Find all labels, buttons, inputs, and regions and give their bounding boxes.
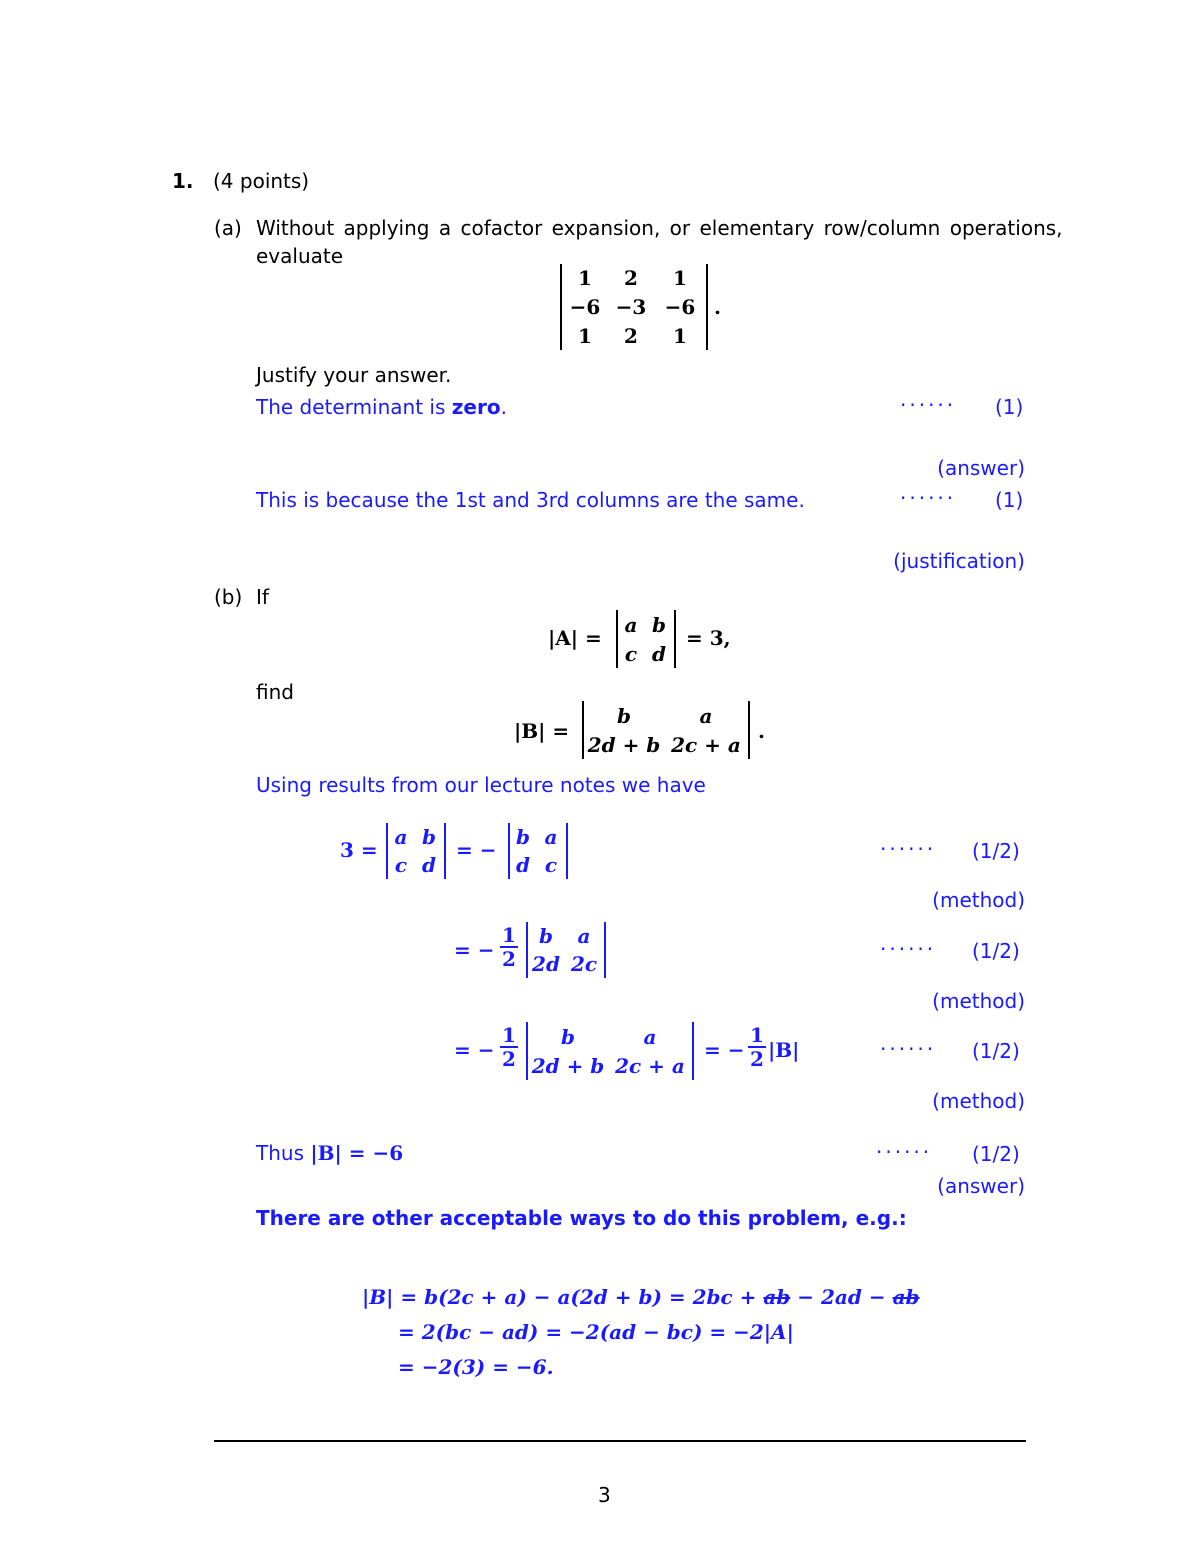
problem-number: 1. <box>172 169 194 193</box>
problem-points: (4 points) <box>213 169 310 193</box>
alt-line-2: = 2(bc − ad) = −2(ad − bc) = −2|A| <box>398 1320 794 1344</box>
step3-tag: (method) <box>932 1089 1025 1113</box>
detB-determinant <box>582 701 752 759</box>
fraction-numerator: 1 <box>750 1023 764 1047</box>
matrix-cell: a <box>394 825 408 849</box>
marks-dots: ······ <box>880 1037 937 1061</box>
answer-tag: (answer) <box>937 456 1025 480</box>
matrix-cell: b <box>652 612 666 637</box>
matrix-cell: b <box>539 924 553 948</box>
determinant-bar-right <box>674 610 676 668</box>
cancelled-term: ab <box>763 1285 791 1309</box>
thus-marks: (1/2) <box>972 1142 1020 1166</box>
matrix-cell: d <box>516 853 530 877</box>
matrix-cell: −6 <box>569 294 601 319</box>
fraction-denominator: 2 <box>502 1047 516 1071</box>
step3-marks: (1/2) <box>972 1039 1020 1063</box>
part-b-label: (b) <box>214 585 243 609</box>
matrix-cell: 2d + b <box>587 732 661 757</box>
matrix-cell: 1 <box>578 266 592 290</box>
matrix-cell: b <box>617 703 631 728</box>
detB-period: . <box>758 719 765 743</box>
fraction-numerator: 1 <box>502 923 516 947</box>
thus-tag: (answer) <box>937 1174 1025 1198</box>
step1-tag: (method) <box>932 888 1025 912</box>
thus-prefix: Thus <box>256 1141 311 1165</box>
other-ways-text: There are other acceptable ways to do this problem, e.g.: <box>256 1206 907 1230</box>
step3-eq: = − <box>454 1038 495 1062</box>
detA-rhs: = 3, <box>686 626 731 650</box>
part-a-label: (a) <box>214 216 242 240</box>
fraction-numerator: 1 <box>502 1023 516 1047</box>
answer-text <box>256 395 507 419</box>
answer-text-post: . <box>500 395 507 419</box>
matrix-cell: c <box>624 641 638 666</box>
detB-lhs: |B| = <box>514 719 570 743</box>
matrix-period: . <box>714 295 721 319</box>
step2-eq: = − <box>454 938 495 962</box>
matrix-cell: 2c <box>570 952 598 976</box>
step2-marks: (1/2) <box>972 939 1020 963</box>
matrix-cell: 2 <box>624 323 638 348</box>
alt-line-1-part-a: |B| = b(2c + a) − a(2d + b) = 2bc + <box>362 1285 764 1309</box>
matrix-cell: a <box>577 924 591 948</box>
matrix-cell: a <box>699 703 713 728</box>
part-a-prompt: Without applying a cofactor expansion, or elementary row/column operations, <box>256 216 1063 240</box>
cancelled-term: ab <box>892 1285 920 1309</box>
half-fraction <box>748 1024 766 1070</box>
determinant-bar-right <box>706 264 708 350</box>
matrix-cell: 2c + a <box>615 1053 685 1078</box>
step3-rhs-eq: = − <box>704 1038 745 1062</box>
page-number: 3 <box>598 1483 611 1507</box>
marks-dots: ······ <box>876 1140 933 1164</box>
step1-mid: = − <box>456 838 497 862</box>
matrix-cell: a <box>624 612 638 637</box>
matrix-cell: 1 <box>673 323 687 348</box>
determinant-bar-right <box>444 823 446 879</box>
matrix-cell: d <box>422 853 436 877</box>
matrix-cell: 2d <box>532 952 560 976</box>
step3-determinant <box>526 1022 696 1080</box>
marks-dots: ······ <box>880 837 937 861</box>
using-results-text: Using results from our lecture notes we have <box>256 773 706 797</box>
step3-rhs-tail: |B| <box>768 1038 800 1062</box>
matrix-cell: −3 <box>615 294 647 319</box>
matrix-cell: a <box>544 825 558 849</box>
determinant-bar-right <box>566 823 568 879</box>
step2-determinant <box>526 922 608 978</box>
part-a-evaluate: evaluate <box>256 244 344 268</box>
determinant-bar-right <box>692 1022 694 1080</box>
marks-dots: ······ <box>880 937 937 961</box>
justification-text: This is because the 1st and 3rd columns are the same. <box>256 488 805 512</box>
justify-instruction: Justify your answer. <box>256 363 452 387</box>
matrix-cell: a <box>643 1024 657 1049</box>
detA-determinant <box>616 610 678 668</box>
footer-rule <box>214 1440 1026 1442</box>
step1-determinant-2 <box>508 823 570 879</box>
part-b-find: find <box>256 680 294 704</box>
marks-dots: ······ <box>900 486 957 510</box>
justification-tag: (justification) <box>893 549 1025 573</box>
marks-dots: ······ <box>900 393 957 417</box>
matrix-cell: 2d + b <box>531 1053 605 1078</box>
step1-marks: (1/2) <box>972 839 1020 863</box>
fraction-denominator: 2 <box>750 1047 764 1071</box>
alt-line-3: = −2(3) = −6. <box>398 1355 554 1379</box>
matrix-cell: −6 <box>664 294 696 319</box>
matrix-cell: b <box>561 1024 575 1049</box>
matrix-cell: 2c + a <box>671 732 741 757</box>
answer-text-pre: The determinant is <box>256 395 452 419</box>
determinant-bar-left <box>560 264 562 350</box>
matrix-3x3 <box>560 264 710 350</box>
thus-line <box>256 1141 403 1165</box>
answer-marks: (1) <box>995 395 1024 419</box>
detA-lhs: |A| = <box>548 626 602 650</box>
alt-line-1-part-b: − 2ad − <box>790 1285 893 1309</box>
matrix-cell: 2 <box>624 266 638 290</box>
matrix-cell: b <box>422 825 436 849</box>
step1-determinant-1 <box>386 823 448 879</box>
thus-math: |B| = −6 <box>310 1141 404 1165</box>
matrix-cell: c <box>394 853 408 877</box>
step1-lhs: 3 = <box>340 838 378 862</box>
matrix-cell: d <box>652 641 666 666</box>
alt-line-1 <box>362 1285 920 1309</box>
matrix-cell: c <box>544 853 558 877</box>
determinant-bar-right <box>748 701 750 759</box>
justification-marks: (1) <box>995 488 1024 512</box>
step2-tag: (method) <box>932 989 1025 1013</box>
determinant-bar-right <box>604 922 606 978</box>
matrix-cell: b <box>516 825 530 849</box>
half-fraction <box>500 924 518 970</box>
part-b-if: If <box>256 585 269 609</box>
matrix-cell: 1 <box>673 266 687 290</box>
fraction-denominator: 2 <box>502 947 516 971</box>
half-fraction <box>500 1024 518 1070</box>
answer-text-bold: zero <box>451 395 501 419</box>
matrix-cell: 1 <box>578 323 592 348</box>
